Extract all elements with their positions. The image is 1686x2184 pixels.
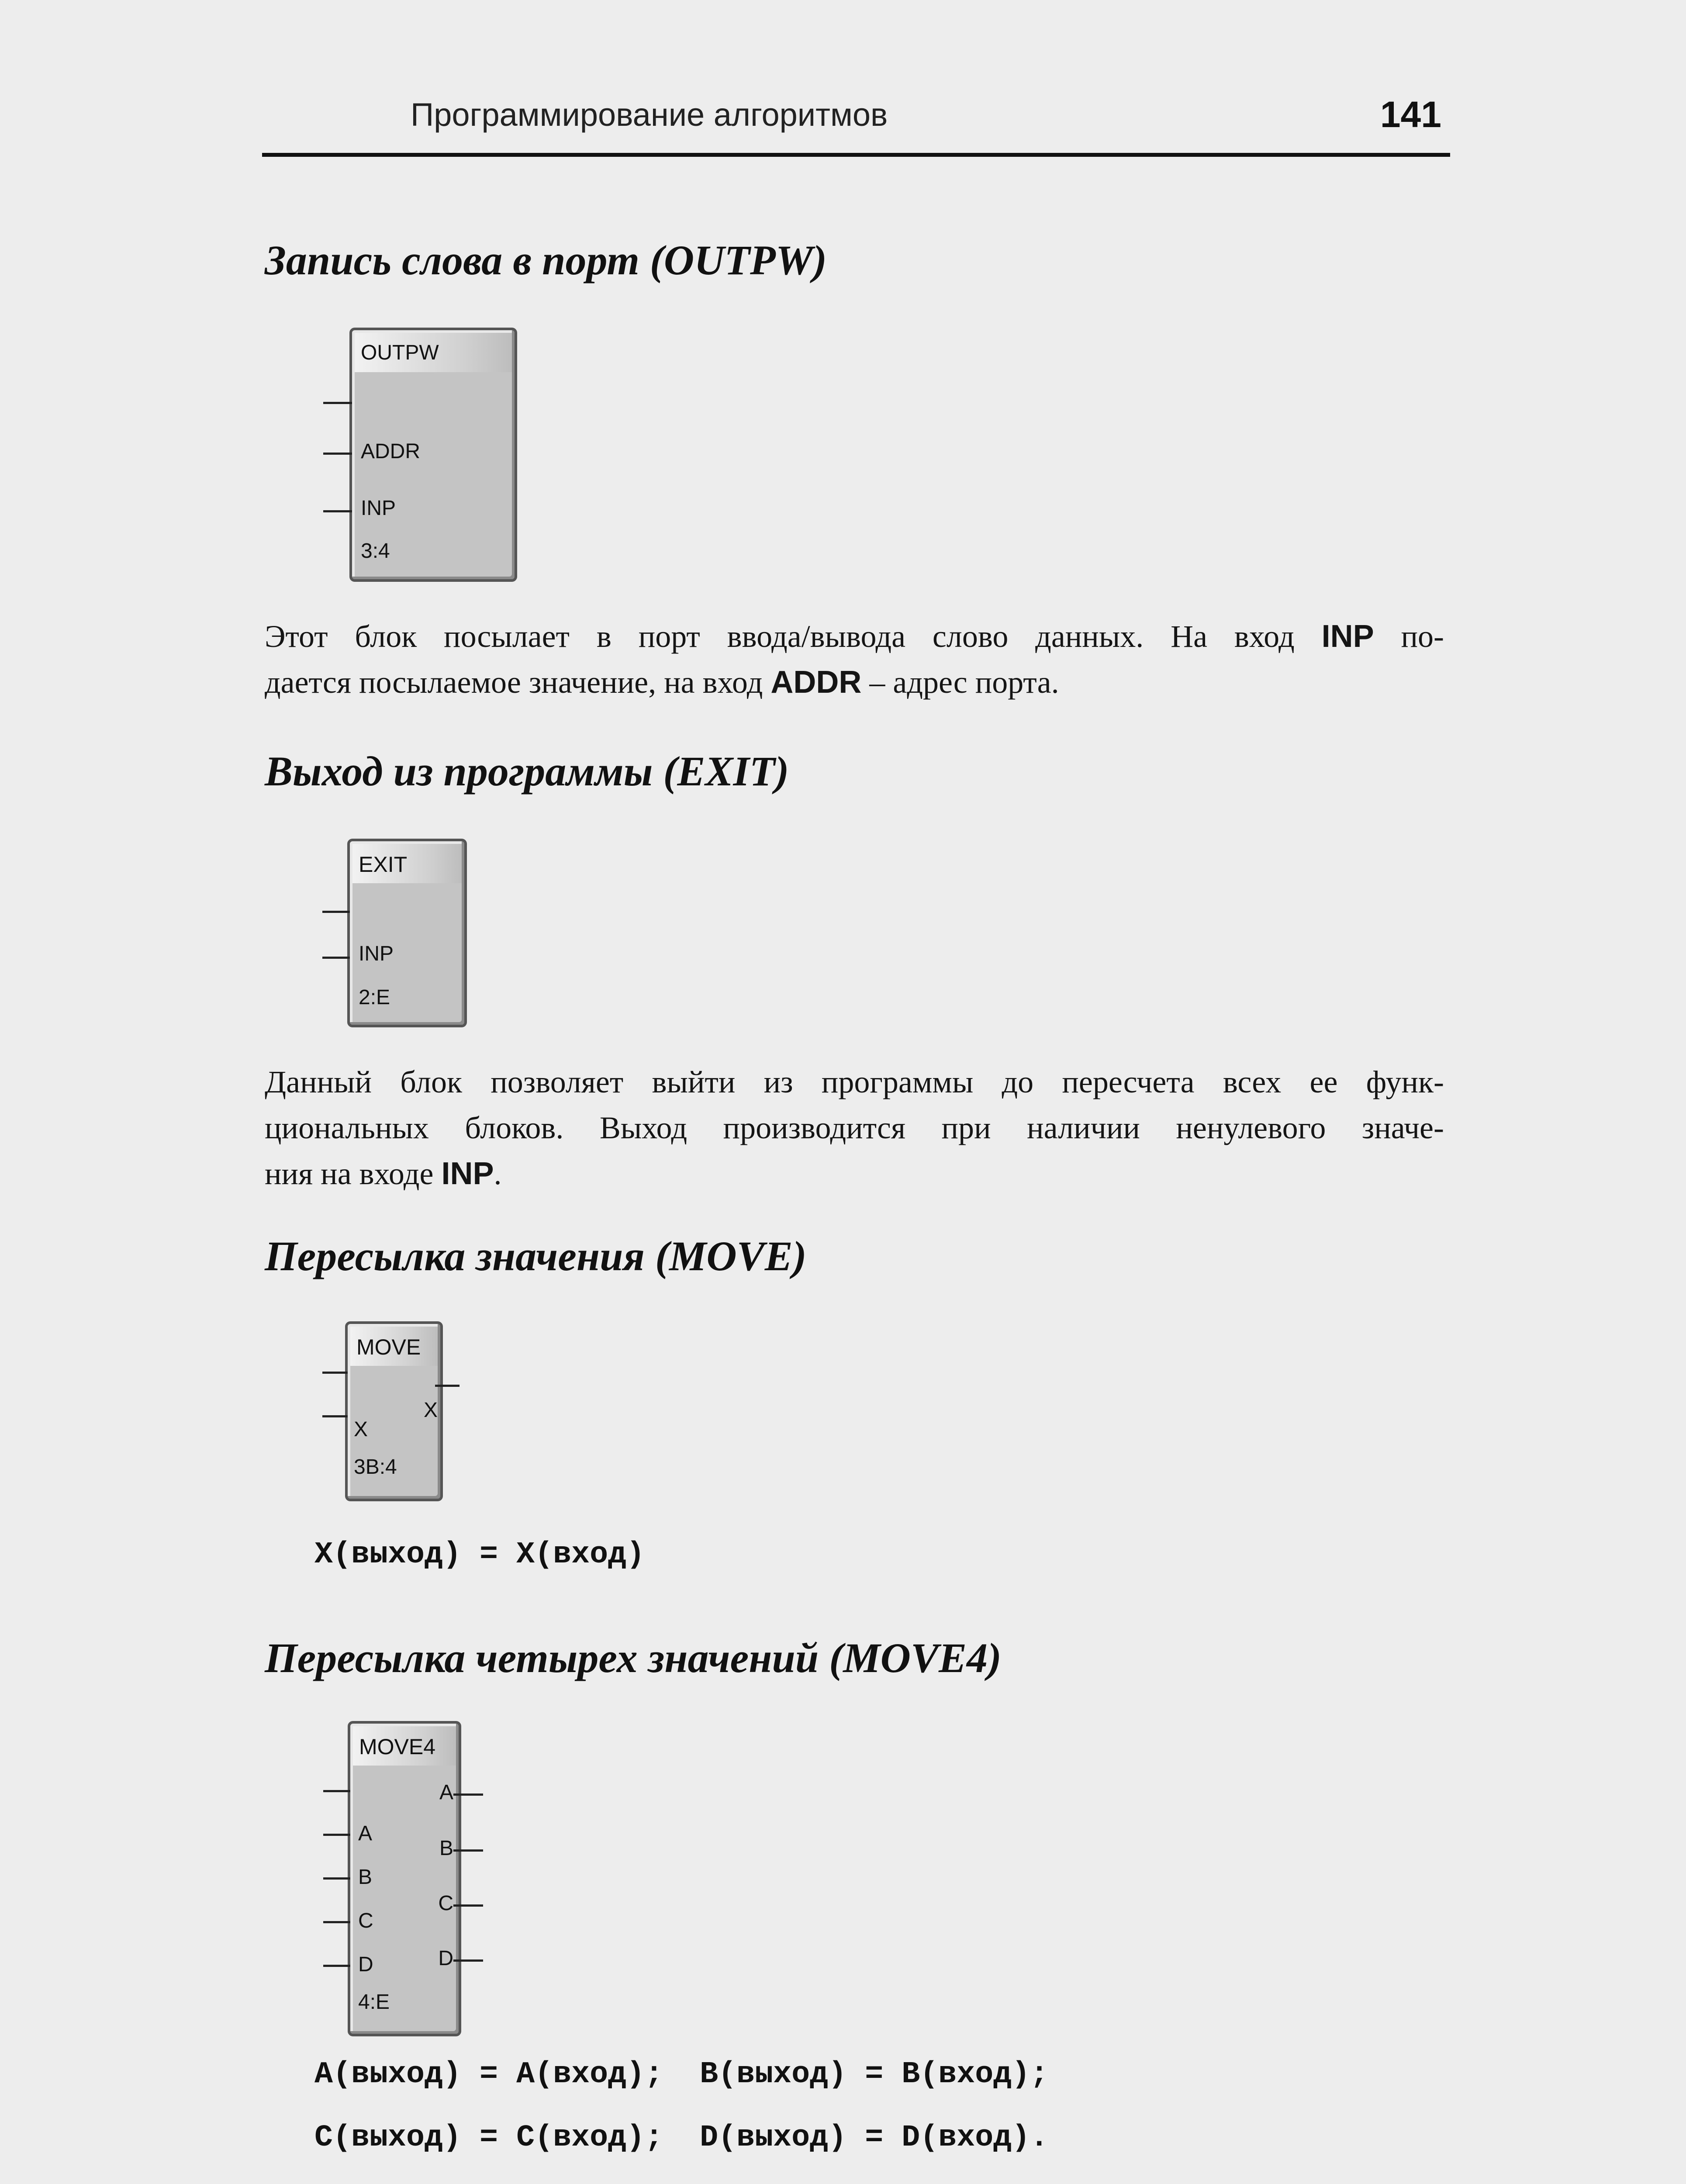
output-pin-b: B	[439, 1837, 453, 1860]
paragraph-outpw	[265, 614, 1444, 705]
block-name: MOVE	[356, 1335, 421, 1359]
paragraph-line: циональных блоков. Выход производится при наличии ненулевого значе-	[265, 1110, 1444, 1145]
input-wire	[323, 1921, 350, 1923]
block-name: OUTPW	[361, 341, 439, 364]
input-wire	[322, 911, 350, 913]
section-heading-exit: Выход из программы (EXIT)	[265, 748, 789, 795]
section-heading-move4: Пересылка четырех значений (MOVE4)	[265, 1635, 1002, 1681]
input-pin-addr: ADDR	[361, 440, 421, 463]
output-wire	[435, 1385, 460, 1387]
keyword-inp: INP	[441, 1156, 494, 1191]
function-block-outpw	[349, 328, 517, 582]
block-code: 3:4	[361, 539, 390, 563]
formula-move: X(выход) = X(вход)	[314, 1538, 645, 1572]
output-pin-x: X	[423, 1399, 438, 1422]
paragraph-text: – адрес порта.	[869, 665, 1059, 700]
output-pin-a: A	[439, 1781, 453, 1804]
input-pin-x: X	[354, 1418, 368, 1441]
input-wire	[323, 1965, 350, 1967]
output-pin-c: C	[438, 1892, 453, 1915]
section-heading-outpw: Запись слова в порт (OUTPW)	[265, 237, 827, 283]
function-block-move	[345, 1321, 443, 1501]
function-block-move4	[348, 1721, 461, 2036]
output-wire	[453, 1849, 483, 1852]
input-wire	[322, 957, 350, 959]
input-wire	[322, 1372, 348, 1374]
formula-move4-line2: C(выход) = C(вход); D(выход) = D(вход).	[314, 2121, 1049, 2155]
output-wire	[453, 1794, 483, 1796]
keyword-addr: ADDR	[770, 665, 862, 700]
paragraph-exit	[265, 1059, 1444, 1197]
input-pin-a: A	[358, 1822, 373, 1845]
paragraph-text: ния на входе	[265, 1156, 434, 1191]
paragraph-text: дается посылаемое значение, на вход	[265, 665, 763, 700]
block-code: 2:E	[359, 986, 390, 1009]
input-pin-d: D	[358, 1953, 373, 1976]
paragraph-text: по-	[1401, 619, 1444, 654]
block-name: MOVE4	[359, 1735, 436, 1759]
input-wire	[323, 402, 352, 404]
paragraph-text: .	[494, 1156, 502, 1191]
output-wire	[453, 1904, 483, 1907]
input-wire	[323, 1834, 350, 1836]
page-number: 141	[1380, 94, 1441, 135]
block-name: EXIT	[359, 852, 408, 877]
function-block-exit	[347, 839, 467, 1027]
section-heading-move: Пересылка значения (MOVE)	[265, 1233, 807, 1279]
running-header	[262, 87, 1450, 157]
input-wire	[323, 1877, 350, 1880]
input-wire	[323, 453, 352, 455]
paragraph-text: Этот блок посылает в порт ввода/вывода слово данных. На вход	[265, 619, 1295, 654]
input-wire	[323, 1790, 350, 1792]
input-pin-inp: INP	[359, 942, 394, 965]
output-pin-d: D	[438, 1947, 453, 1970]
input-wire	[322, 1415, 348, 1417]
input-pin-c: C	[358, 1909, 373, 1932]
block-code: 4:E	[358, 1990, 390, 2014]
paragraph-line: Данный блок позволяет выйти из программы до пересчета всех ее функ-	[265, 1064, 1444, 1099]
keyword-inp: INP	[1321, 619, 1374, 654]
block-code: 3B:4	[354, 1455, 397, 1479]
input-wire	[323, 510, 352, 512]
output-wire	[453, 1959, 483, 1962]
input-pin-inp: INP	[361, 497, 396, 520]
input-pin-b: B	[358, 1866, 373, 1889]
formula-move4-line1: A(выход) = A(вход); B(выход) = B(вход);	[314, 2057, 1049, 2092]
header-title: Программирование алгоритмов	[411, 97, 888, 133]
